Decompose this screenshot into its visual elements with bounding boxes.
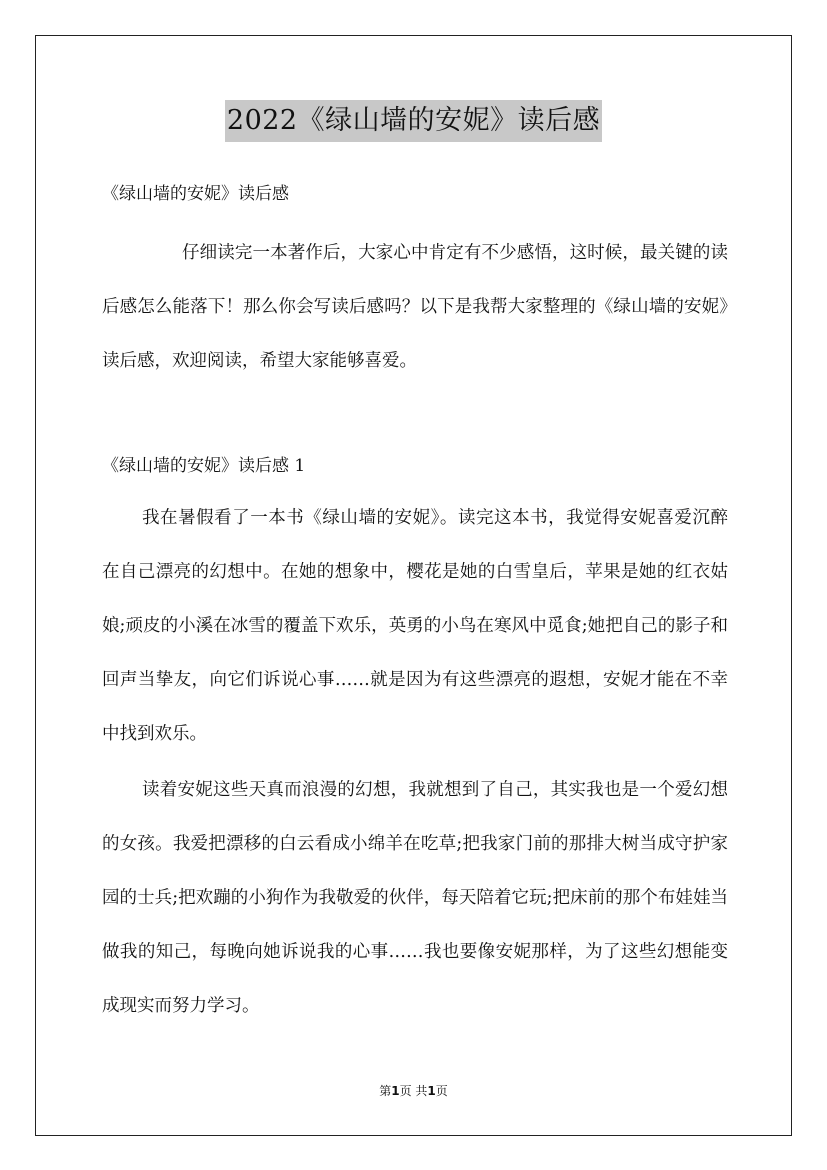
page-footer	[0, 1083, 827, 1099]
footer-page-total: 1	[427, 1084, 436, 1098]
footer-page-mid: 页 共	[399, 1084, 428, 1098]
title-container	[0, 100, 827, 142]
document-title: 2022《绿山墙的安妮》读后感	[225, 100, 602, 142]
body-paragraph-1: 我在暑假看了一本书《绿山墙的安妮》。读完这本书，我觉得安妮喜爱沉醉在自己漂亮的幻想中。在她的想象中，樱花是她的白雪皇后，苹果是她的红衣姑娘;顽皮的小溪在冰雪的覆盖下欢乐，英勇的小鸟在寒风中觅食;她把自己的影子和回声当挚友，向它们诉说心事……就是因为有这些漂亮的遐想，安妮才能在不幸中找到欢乐。	[102, 508, 728, 744]
footer-page-suffix: 页	[435, 1084, 448, 1098]
body-paragraph-2: 读着安妮这些天真而浪漫的幻想，我就想到了自己，其实我也是一个爱幻想的女孩。我爱把漂移的白云看成小绵羊在吃草;把我家门前的那排大树当成守护家园的士兵;把欢蹦的小狗作为我敬爱的伙伴，每天陪着它玩;把床前的那个布娃娃当做我的知己，每晚向她诉说我的心事……我也要像安妮那样，为了这些幻想能变成现实而努力学习。	[102, 780, 728, 1016]
section-heading: 《绿山墙的安妮》读后感 1	[102, 456, 306, 476]
footer-page-prefix: 第	[379, 1084, 392, 1098]
intro-paragraph: 仔细读完一本著作后，大家心中肯定有不少感悟，这时候，最关键的读后感怎么能落下！那么你会写读后感吗？以下是我帮大家整理的《绿山墙的安妮》读后感，欢迎阅读，希望大家能够喜爱。	[102, 243, 728, 371]
document-subtitle: 《绿山墙的安妮》读后感	[102, 184, 289, 204]
footer-page-current: 1	[391, 1084, 400, 1098]
